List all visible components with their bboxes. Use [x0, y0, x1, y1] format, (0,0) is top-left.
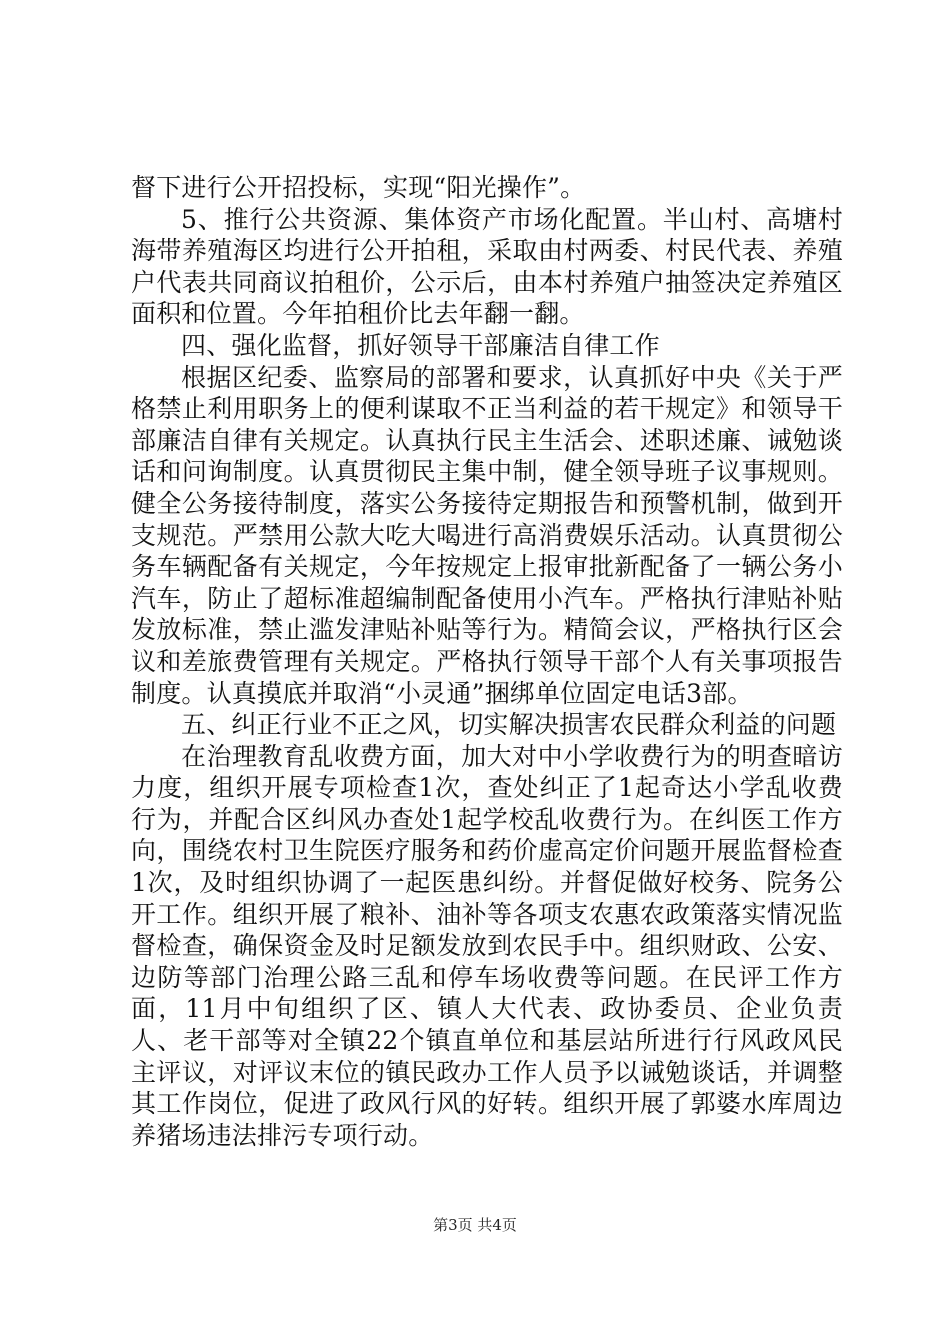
- page-footer: 第3页 共4页: [433, 1216, 517, 1234]
- paragraph-2: 5、推行公共资源、集体资产市场化配置。半山村、高塘村海带养殖海区均进行公开拍租，采取由村两委、村民代表、养殖户代表共同商议拍租价，公示后，由本村养殖户抽签决定养殖区面积和位置。今年拍租价比去年翻一翻。: [131, 204, 843, 329]
- paragraph-1: 督下进行公开招投标，实现“阳光操作”。: [131, 173, 586, 202]
- paragraph-6: 在治理教育乱收费方面，加大对中小学收费行为的明查暗访力度，组织开展专项检查1次，查处纠正了1起奇达小学乱收费行为，并配合区纠风办查处1起学校乱收费行为。在纠医工作方向，围绕农村卫生院医疗服务和药价虚高定价问题开展监督检查1次，及时组织协调了一起医患纠纷。并督促做好校务、院务公开工作。组织开展了粮补、油补等各项支农惠农政策落实情况监督检查，确保资金及时足额发放到农民手中。组织财政、公安、边防等部门治理公路三乱和停车场收费等问题。在民评工作方面，11月中旬组织了区、镇人大代表、政协委员、企业负责人、老干部等对全镇22个镇直单位和基层站所进行行风政风民主评议，对评议末位的镇民政办工作人员予以诫勉谈话，并调整其工作岗位，促进了政风行风的好转。组织开展了郭婆水库周边养猪场违法排污专项行动。: [131, 741, 843, 1150]
- document-body: [131, 172, 843, 1151]
- section-heading-4: 四、强化监督，抓好领导干部廉洁自律工作: [181, 330, 660, 360]
- section-heading-5: 五、纠正行业不正之风，切实解决损害农民群众利益的问题: [181, 710, 837, 740]
- paragraph-4: 根据区纪委、监察局的部署和要求，认真抓好中央《关于严格禁止利用职务上的便利谋取不正当利益的若干规定》和领导干部廉洁自律有关规定。认真执行民主生活会、述职述廉、诫勉谈话和问询制度。认真贯彻民主集中制，健全领导班子议事规则。健全公务接待制度，落实公务接待定期报告和预警机制，做到开支规范。严禁用公款大吃大喝进行高消费娱乐活动。认真贯彻公务车辆配备有关规定，今年按规定上报审批新配备了一辆公务小汽车，防止了超标准超编制配备使用小汽车。严格执行津贴补贴发放标准，禁止滥发津贴补贴等行为。精简会议，严格执行区会议和差旅费管理有关规定。严格执行领导干部个人有关事项报告制度。认真摸底并取消“小灵通”捆绑单位固定电话3部。: [131, 362, 843, 708]
